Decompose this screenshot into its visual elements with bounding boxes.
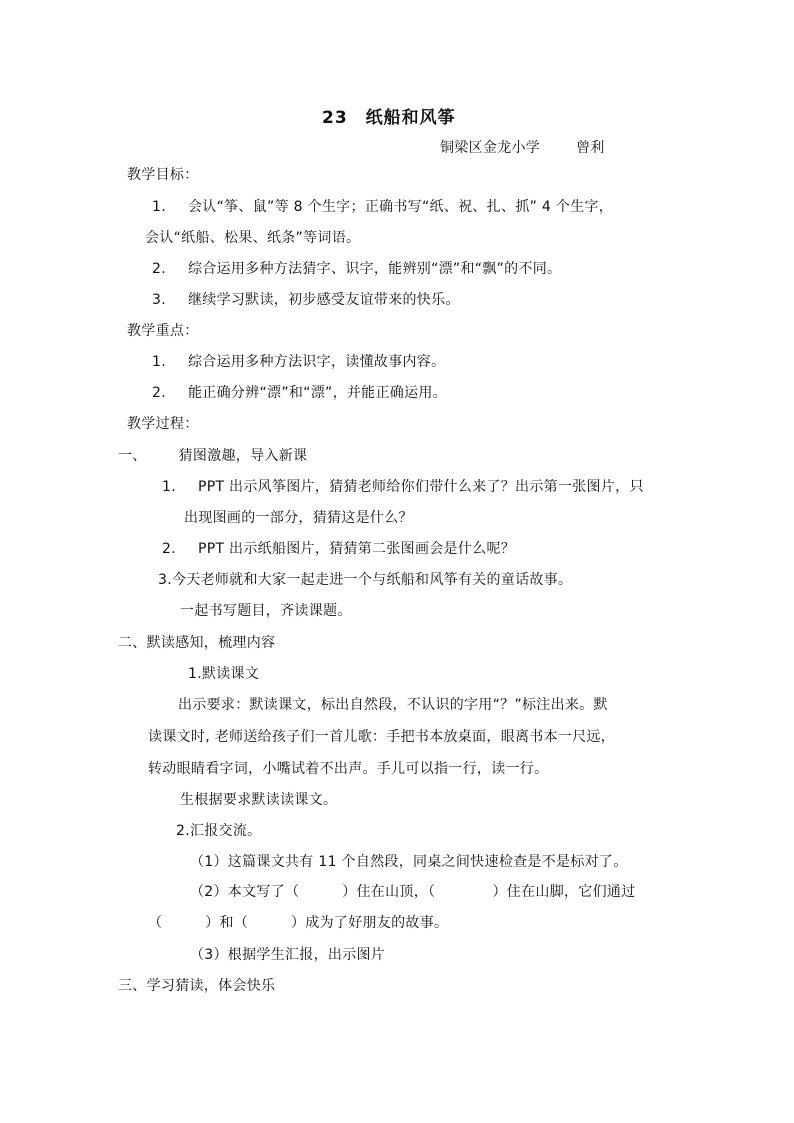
focus-1-text: 综合运用多种方法识字，读懂故事内容。: [187, 354, 446, 370]
process-heading: 教学过程：: [127, 416, 199, 432]
goal-3-text: 继续学习默读，初步感受友谊带来的快乐。: [187, 292, 460, 308]
goal-1: [152, 197, 613, 217]
focus-1-number: 1.: [152, 354, 166, 370]
section-1-item-4: 一起书写题目，齐读课题。: [180, 603, 352, 619]
section-1-item-1-continued: 出现图画的一部分，猜猜这是什么？: [184, 510, 413, 526]
section-1-item-3: 3.今天老师就和大家一起走进一个与纸船和风筝有关的童话故事。: [158, 572, 573, 588]
section-1-item-2-number: 2.: [162, 541, 176, 557]
section-2-paragraph-1-line-1: 出示要求：默读课文，标出自然段，不认识的字用“？”标注出来。默: [178, 697, 608, 713]
goals-heading: 教学目标：: [127, 167, 199, 183]
section-2-question-3: （3）根据学生汇报，出示图片: [190, 947, 386, 963]
author-name: 曾利: [576, 140, 605, 156]
section-2-item-1: 1.默读课文: [188, 666, 260, 682]
goal-1-continued: 会认“纸船、松果、纸条”等词语。: [145, 230, 361, 246]
section-1-item-1-number: 1.: [162, 479, 176, 495]
focus-2: [152, 383, 447, 403]
section-2-item-2: 2.汇报交流。: [176, 823, 262, 839]
goal-2-text: 综合运用多种方法猜字、识字，能辨别“漂”和“飘”的不同。: [187, 261, 562, 277]
goal-2-number: 2.: [152, 261, 166, 277]
section-2-question-2-continued: （ ）和（ ）成为了好朋友的故事。: [148, 915, 449, 931]
goal-2: [152, 259, 561, 279]
author-school: 铜梁区金龙小学: [440, 140, 541, 156]
section-2-question-2: （2）本文写了（ ）住在山顶，（ ）住在山脚，它们通过: [190, 884, 636, 900]
focus-2-text: 能正确分辨“漂”和“漂”，并能正确运用。: [187, 385, 447, 401]
section-1-item-1-text: PPT 出示风筝图片，猜猜老师给你们带什么来了？出示第一张图片，只: [197, 479, 644, 495]
focus-heading: 教学重点：: [127, 323, 199, 339]
page-title: 23 纸船和风筝: [322, 108, 456, 128]
focus-2-number: 2.: [152, 385, 166, 401]
goal-3: [152, 290, 460, 310]
section-3-heading: 三、学习猜读，体会快乐: [118, 978, 276, 994]
section-2-question-1: （1）这篇课文共有 11 个自然段，同桌之间快速检查是不是标对了。: [190, 854, 628, 870]
section-2-heading: 二、默读感知，梳理内容: [118, 635, 276, 651]
section-1-item-2-text: PPT 出示纸船图片，猜猜第二张图画会是什么呢？: [197, 541, 516, 557]
section-2-paragraph-2: 生根据要求默读读课文。: [180, 792, 338, 808]
goal-1-number: 1.: [152, 199, 166, 215]
goal-3-number: 3.: [152, 292, 166, 308]
section-1-heading: [118, 446, 307, 466]
goal-1-text: 会认“筝、鼠”等 8 个生字；正确书写“纸、祝、扎、抓” 4 个生字，: [187, 199, 614, 215]
section-1-number: 一、: [118, 448, 147, 464]
focus-1: [152, 352, 445, 372]
section-1-item-2: [162, 539, 515, 559]
section-1-item-1: [162, 477, 644, 497]
section-2-paragraph-1-line-3: 转动眼睛看字词，小嘴试着不出声。手儿可以指一行，读一行。: [148, 761, 549, 777]
section-1-title: 猜图激趣，导入新课: [178, 448, 308, 464]
section-2-paragraph-1-line-2: 读课文时, 老师送给孩子们一首儿歌：手把书本放桌面，眼离书本一尺远，: [148, 729, 616, 745]
author-line: [440, 138, 605, 158]
